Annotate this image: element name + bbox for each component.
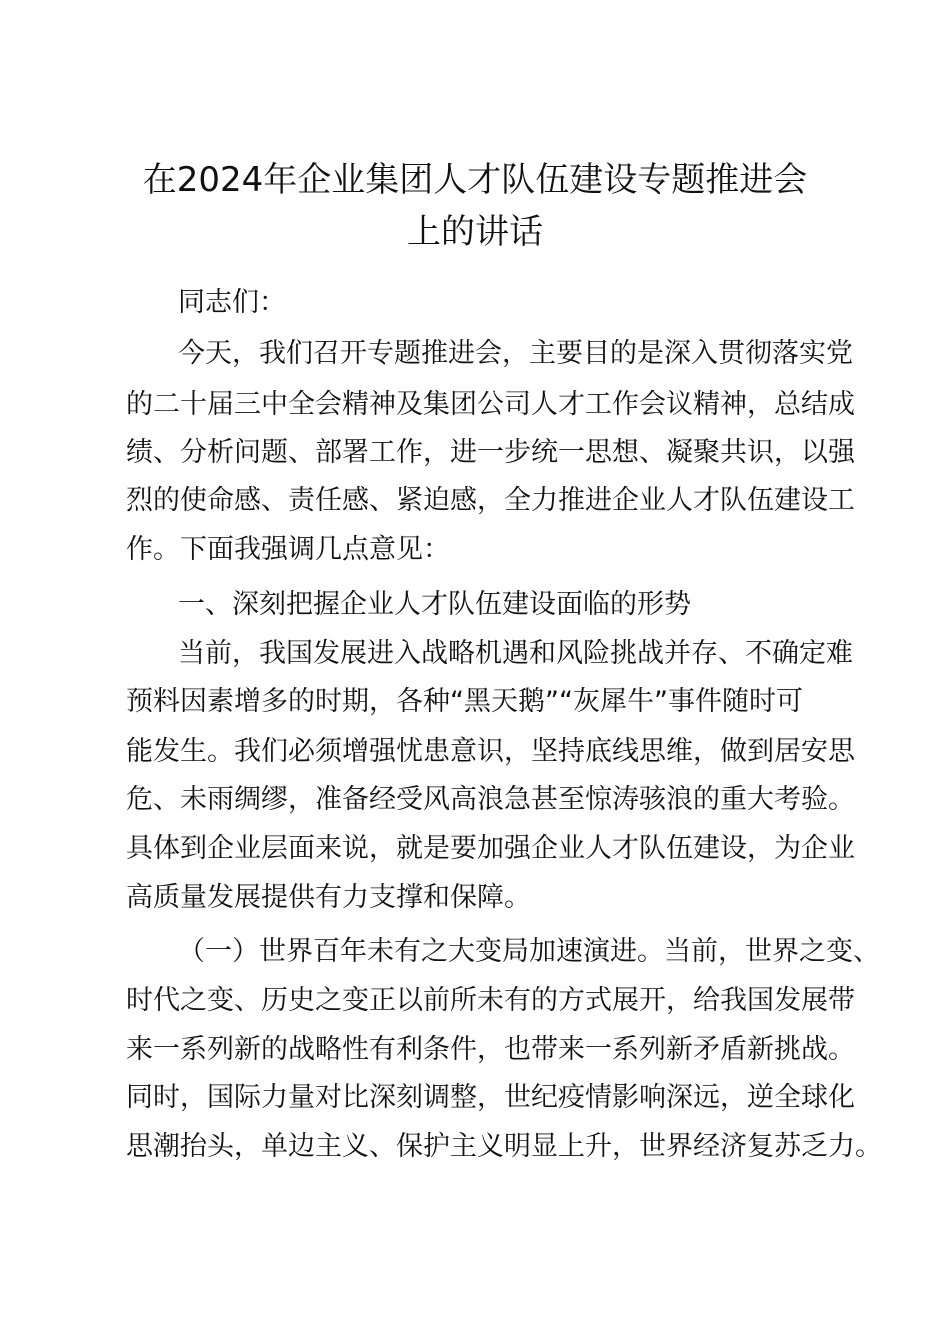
- section-heading: 一、深刻把握企业人才队伍建设面临的形势: [178, 589, 691, 620]
- paragraph-line: 的二十届三中全会精神及集团公司人才工作会议精神，总结成: [126, 389, 855, 420]
- paragraph-line: 思潮抬头，单边主义、保护主义明显上升，世界经济复苏乏力。: [126, 1131, 882, 1162]
- paragraph-line: 同时，国际力量对比深刻调整，世纪疫情影响深远，逆全球化: [126, 1082, 855, 1113]
- document-title-line-1: 在2024年企业集团人才队伍建设专题推进会: [142, 160, 808, 200]
- paragraph-line: 来一系列新的战略性有利条件，也带来一系列新矛盾新挑战。: [126, 1034, 855, 1065]
- paragraph-line: 具体到企业层面来说，就是要加强企业人才队伍建设，为企业: [126, 833, 855, 864]
- paragraph-line: 时代之变、历史之变正以前所未有的方式展开，给我国发展带: [126, 985, 855, 1016]
- paragraph-line: 危、未雨绸缪，准备经受风高浪急甚至惊涛骇浪的重大考验。: [126, 784, 855, 815]
- salutation: 同志们：: [178, 287, 286, 318]
- paragraph-line: 今天，我们召开专题推进会，主要目的是深入贯彻落实党: [178, 338, 853, 369]
- paragraph-line: 作。下面我强调几点意见：: [126, 534, 450, 565]
- paragraph-line: 能发生。我们必须增强忧患意识，坚持底线思维，做到居安思: [126, 736, 855, 767]
- document-title-line-2: 上的讲话: [407, 212, 543, 252]
- paragraph-line: 当前，我国发展进入战略机遇和风险挑战并存、不确定难: [178, 638, 853, 669]
- paragraph-line: （一）世界百年未有之大变局加速演进。当前，世界之变、: [178, 936, 880, 967]
- paragraph-line: 预料因素增多的时期，各种“黑天鹅”“灰犀牛”事件随时可: [126, 686, 803, 717]
- paragraph-line: 烈的使命感、责任感、紧迫感，全力推进企业人才队伍建设工: [126, 485, 855, 516]
- paragraph-line: 高质量发展提供有力支撑和保障。: [126, 882, 531, 913]
- paragraph-line: 绩、分析问题、部署工作，进一步统一思想、凝聚共识，以强: [126, 437, 855, 468]
